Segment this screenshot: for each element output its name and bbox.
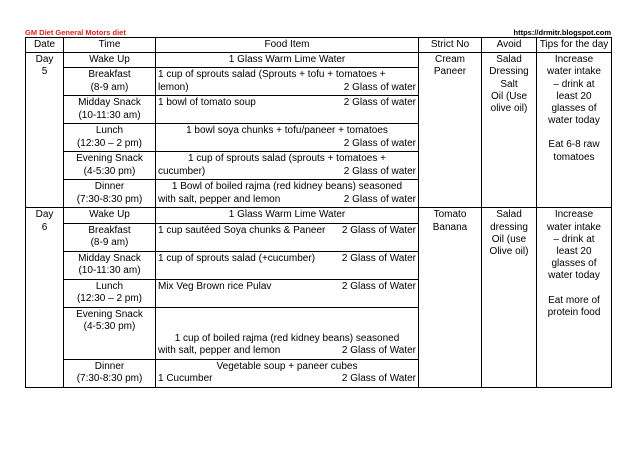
food-line [158,82,416,94]
meal-time-line: Dinner [94,360,125,372]
tip-gap [539,283,609,295]
food-item-cell [156,359,419,387]
tip-line: least 20 [556,245,592,257]
diet-table [25,37,612,388]
water-text: 2 Glass of Water [341,280,416,292]
meal-time-line: (8-9 am) [90,236,129,248]
food-line [158,281,416,293]
food-line: Vegetable soup + paneer cubes [216,361,358,373]
food-line [158,253,416,265]
day-label: 6 [41,221,48,233]
meal-time-line: Dinner [94,181,125,193]
meal-time-cell [64,96,156,124]
food-line: 1 Glass Warm Lime Water [228,54,346,66]
col-time: Time [64,38,156,53]
tips-cell [537,208,612,387]
water-text: 2 Glass of Water [341,252,416,264]
tip-gap [539,127,609,139]
meal-time-line: Wake Up [89,209,130,221]
food-line: 1 bowl soya chunks + tofu/paneer + tomatoes [186,125,388,137]
tip-line: tomatoes [553,151,595,163]
meal-time-cell [64,251,156,279]
strict-no-item: Banana [432,221,468,233]
tip-line: water intake [547,66,601,78]
avoid-line: olive oil) [490,102,528,114]
food-line [158,69,416,81]
food-item-cell [156,251,419,279]
meal-time-cell [64,359,156,387]
day-cell [26,53,64,208]
food-item-cell [156,208,419,223]
header-title: GM Diet General Motors diet [25,28,126,37]
food-text: lemon) [158,81,189,93]
avoid-cell [482,53,537,208]
tip-line: Increase [554,209,594,221]
food-line [158,97,416,109]
meal-time-cell [64,208,156,223]
avoid-line: Oil (Use [490,90,528,102]
meal-time-cell [64,180,156,208]
meal-time-cell [64,279,156,307]
tips-cell [537,53,612,208]
food-text: with salt, pepper and lemon [158,345,281,357]
water-text: 2 Glass of water [343,97,416,109]
food-line: 1 cup of sprouts salad (sprouts + tomatoes + [188,153,386,165]
day-label: 5 [41,66,48,78]
food-item-cell [156,180,419,208]
col-date: Date [26,38,64,53]
table-header-row [26,38,612,53]
meal-time-line: Breakfast [88,224,131,236]
meal-time-line: Wake Up [89,54,130,66]
col-strict-no: Strict No [419,38,482,53]
food-line [158,138,416,150]
food-line [158,373,416,385]
food-text: cucumber) [158,165,206,177]
food-text: 1 cup of sprouts salad (+cucumber) [158,252,316,264]
meal-time-line: (4-5:30 pm) [83,320,136,332]
table-row [26,208,612,223]
food-item-cell [156,96,419,124]
meal-time-cell [64,152,156,180]
meal-time-line: (10-11:30 am) [78,109,141,121]
meal-time-line: (7:30-8:30 pm) [76,372,143,384]
avoid-cell [482,208,537,387]
avoid-line: Dressing [489,66,529,78]
avoid-line: Salad [496,54,522,66]
tip-line: glasses of [551,102,597,114]
meal-time-cell [64,53,156,68]
avoid-line: Salad [496,209,522,221]
meal-time-line: (12:30 – 2 pm) [76,292,143,304]
water-text: 2 Glass of Water [341,345,416,357]
meal-time-line: Evening Snack [76,153,143,165]
food-line [158,225,416,237]
meal-time-line: Evening Snack [76,308,143,320]
food-text: with salt, pepper and lemon [158,193,281,205]
meal-time-line: Lunch [95,280,124,292]
water-text: 2 Glass of water [343,165,416,177]
tip-line: water today [548,115,600,127]
avoid-line: Salt [500,78,518,90]
meal-time-line: (10-11:30 am) [78,264,141,276]
food-line: 1 Bowl of boiled rajma (red kidney beans) seasoned [171,181,403,193]
tip-line: Increase [554,54,594,66]
food-item-cell [156,307,419,359]
tip-line: – drink at [553,78,595,90]
tip-line: glasses of [551,258,597,270]
strict-no-item: Tomato [433,209,467,221]
water-text: 2 Glass of water [343,193,416,205]
food-item-cell [156,279,419,307]
food-line [158,345,416,357]
meal-time-line: Midday Snack [78,252,141,264]
tip-line: protein food [547,306,601,318]
meal-time-line: Lunch [95,125,124,137]
header-url: https://drmitr.blogspot.com [513,28,611,37]
water-text: 2 Glass of Water [341,373,416,385]
col-avoid: Avoid [482,38,537,53]
food-text: 1 cup of sprouts salad (Sprouts + tofu + tomatoes + [158,69,386,81]
food-text: 1 Cucumber [158,373,213,385]
food-line: 1 Glass Warm Lime Water [228,209,346,221]
food-text: 1 bowl of tomato soup [158,97,256,109]
tip-line: water today [548,270,600,282]
food-line [158,194,416,206]
food-item-cell [156,152,419,180]
meal-time-line: (4-5:30 pm) [83,165,136,177]
meal-time-cell [64,124,156,152]
col-tips: Tips for the day [537,38,612,53]
food-item-cell [156,53,419,68]
strict-no-cell [419,53,482,208]
meal-time-line: (12:30 – 2 pm) [76,137,143,149]
food-item-cell [156,68,419,96]
strict-no-cell [419,208,482,387]
tip-line: least 20 [556,90,592,102]
water-text: 2 Glass of Water [341,224,416,236]
food-item-cell [156,223,419,251]
day-cell [26,208,64,387]
col-food-item: Food Item [156,38,419,53]
strict-no-item: Paneer [433,66,467,78]
strict-no-item: Cream [434,54,465,66]
meal-time-line: Midday Snack [78,97,141,109]
food-line [158,166,416,178]
food-text: Mix Veg Brown rice Pulav [158,280,272,292]
avoid-line: dressing [490,221,528,233]
day-label: Day [35,209,54,221]
water-text: 2 Glass of water [343,137,416,149]
day-label: Day [35,54,54,66]
tip-line: Eat more of [548,294,600,306]
food-line: 1 cup of boiled rajma (red kidney beans) seasoned [174,333,400,345]
water-text: 2 Glass of water [343,81,416,93]
meal-time-line: (8-9 am) [90,81,129,93]
food-text: 1 cup sautéed Soya chunks & Paneer [158,224,326,236]
avoid-line: Olive oil) [489,245,529,257]
meal-time-cell [64,68,156,96]
tip-line: Eat 6-8 raw [548,139,600,151]
meal-time-cell [64,223,156,251]
meal-time-cell [64,307,156,359]
table-row [26,53,612,68]
meal-time-line: Breakfast [88,69,131,81]
food-item-cell [156,124,419,152]
tip-line: water intake [547,221,601,233]
meal-time-line: (7:30-8:30 pm) [76,193,143,205]
avoid-line: Oil (use [491,233,527,245]
tip-line: – drink at [553,233,595,245]
